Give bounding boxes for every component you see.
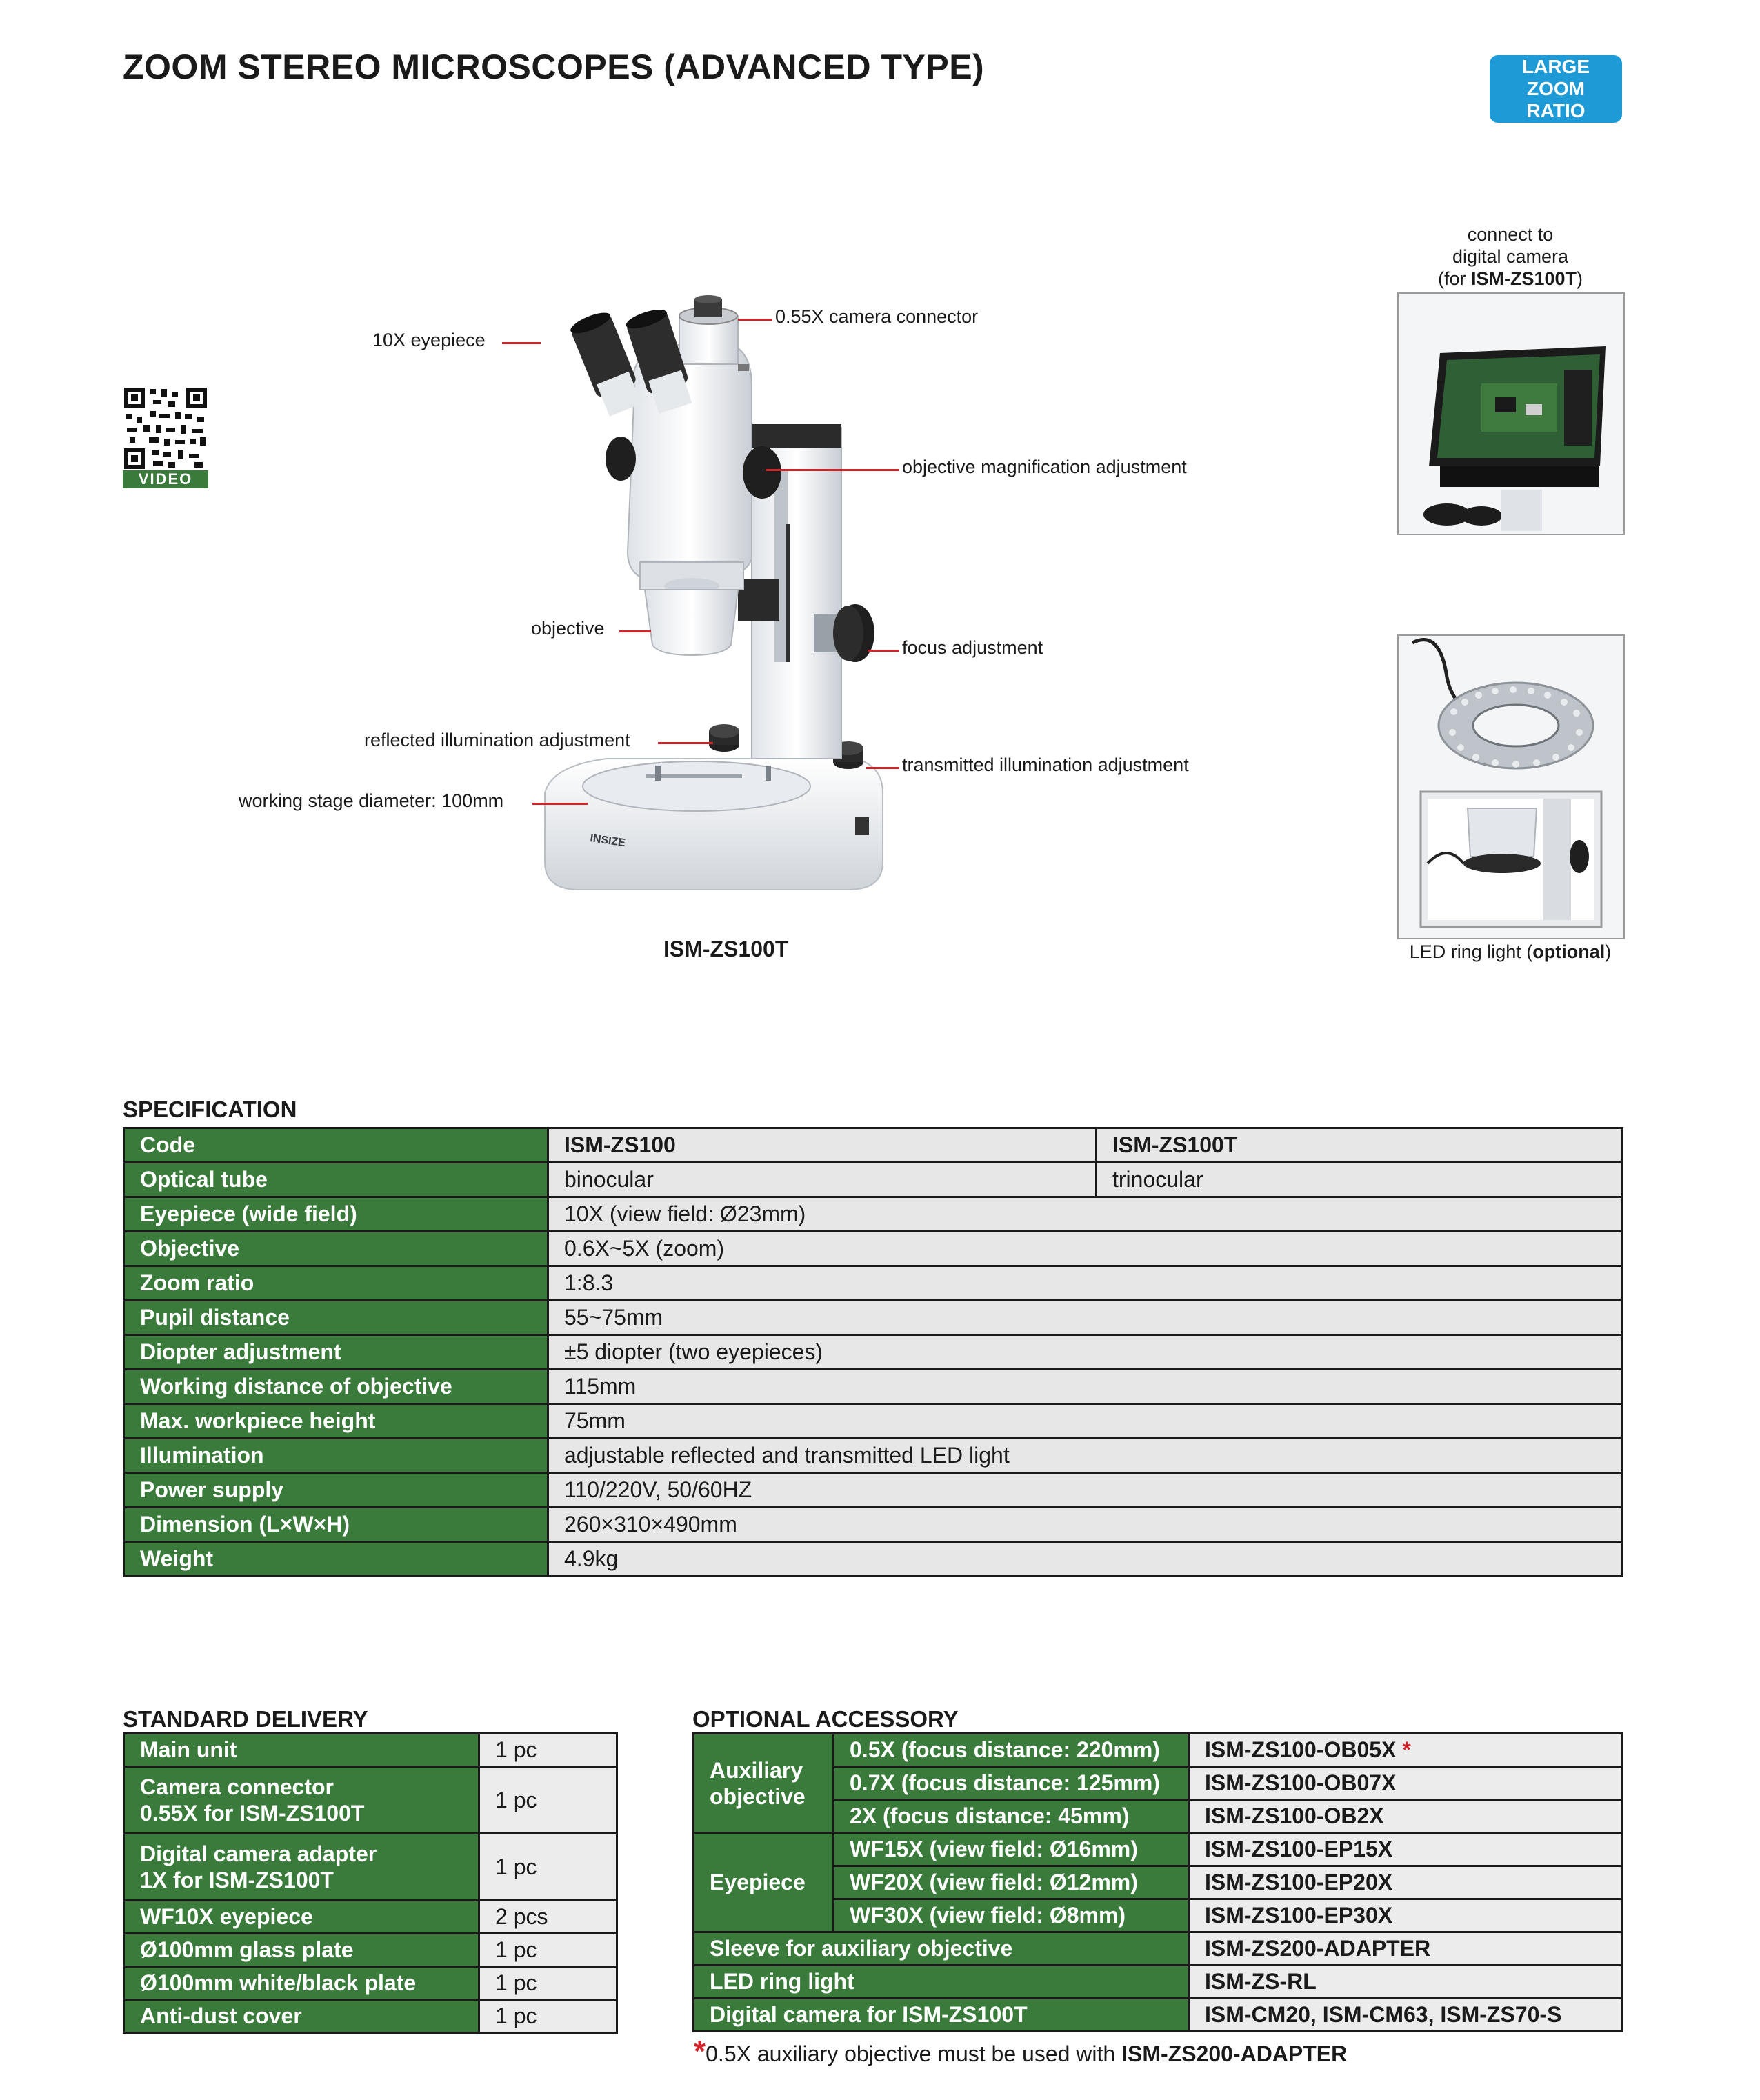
accessory-code: ISM-ZS100-EP15X xyxy=(1189,1833,1623,1866)
accessory-desc: 2X (focus distance: 45mm) xyxy=(834,1800,1189,1833)
accessory-group-auxiliary: Auxiliary objective xyxy=(694,1734,834,1833)
specification-heading: SPECIFICATION xyxy=(123,1097,297,1122)
callout-objective-magnification: objective magnification adjustment xyxy=(902,457,1187,477)
badge-text: LARGE ZOOM RATIO xyxy=(1522,56,1590,121)
accessory-code: ISM-ZS100-OB05X * xyxy=(1189,1734,1623,1767)
optional-accessory-table xyxy=(692,1732,1623,2032)
footnote: *0.5X auxiliary objective must be used with ISM-ZS200-ADAPTER xyxy=(694,2034,1348,2068)
accessory-code: ISM-ZS100-EP20X xyxy=(1189,1866,1623,1899)
accessory-group-eyepiece: Eyepiece xyxy=(694,1833,834,1932)
table-row xyxy=(694,1767,1623,1800)
accessory-code: ISM-ZS200-ADAPTER xyxy=(1189,1932,1623,1966)
delivery-item: Main unit xyxy=(124,1734,479,1767)
table-row xyxy=(124,1473,1623,1508)
table-row xyxy=(124,1767,617,1834)
camera-note xyxy=(1400,223,1621,290)
delivery-qty: 1 pc xyxy=(479,1834,617,1901)
table-row xyxy=(694,1866,1623,1899)
delivery-item: Camera connector 0.55X for ISM-ZS100T xyxy=(124,1767,479,1834)
accessory-code: ISM-ZS100-OB2X xyxy=(1189,1800,1623,1833)
table-row xyxy=(124,1404,1623,1439)
accessory-code: ISM-ZS-RL xyxy=(1189,1966,1623,1999)
table-row xyxy=(124,1734,617,1767)
delivery-item: WF10X eyepiece xyxy=(124,1901,479,1934)
table-row xyxy=(124,1934,617,1967)
table-row xyxy=(124,1197,1623,1232)
microscope-image xyxy=(524,290,910,897)
leader-eyepiece xyxy=(502,342,541,344)
qr-code-icon xyxy=(123,386,208,470)
led-ring-light-image xyxy=(1399,636,1623,938)
table-row xyxy=(694,1800,1623,1833)
table-row xyxy=(124,1967,617,2000)
accessory-code: ISM-ZS100-EP30X xyxy=(1189,1899,1623,1932)
table-row xyxy=(124,1901,617,1934)
spec-key: Working distance of objective xyxy=(124,1370,548,1404)
accessory-desc: 0.7X (focus distance: 125mm) xyxy=(834,1767,1189,1800)
leader-objective xyxy=(619,630,651,632)
callout-eyepiece: 10X eyepiece xyxy=(372,330,486,350)
accessory-desc: LED ring light xyxy=(694,1966,1189,1999)
spec-key: Eyepiece (wide field) xyxy=(124,1197,548,1232)
spec-key: Max. workpiece height xyxy=(124,1404,548,1439)
camera-note-line3: (for ISM-ZS100T) xyxy=(1437,268,1583,289)
delivery-qty: 2 pcs xyxy=(479,1901,617,1934)
camera-monitor-image xyxy=(1399,294,1623,534)
spec-key: Pupil distance xyxy=(124,1301,548,1335)
spec-optical-a: binocular xyxy=(548,1163,1097,1197)
spec-value: 55~75mm xyxy=(548,1301,1623,1335)
spec-value: adjustable reflected and transmitted LED light xyxy=(548,1439,1623,1473)
leader-stage xyxy=(532,803,588,805)
table-row xyxy=(694,1734,1623,1767)
callout-objective: objective xyxy=(531,618,605,639)
table-row xyxy=(694,1966,1623,1999)
spec-key: Illumination xyxy=(124,1439,548,1473)
optional-accessory-heading: OPTIONAL ACCESSORY xyxy=(692,1706,959,1732)
table-row xyxy=(694,1932,1623,1966)
camera-note-line2: digital camera xyxy=(1452,246,1569,267)
callout-reflected: reflected illumination adjustment xyxy=(364,730,630,750)
accessory-desc: 0.5X (focus distance: 220mm) xyxy=(834,1734,1189,1767)
delivery-qty: 1 pc xyxy=(479,1967,617,2000)
leader-reflected xyxy=(658,742,713,744)
table-row xyxy=(124,1508,1623,1542)
spec-key: Optical tube xyxy=(124,1163,548,1197)
table-row xyxy=(124,2000,617,2033)
spec-value: 260×310×490mm xyxy=(548,1508,1623,1542)
callout-camera-connector: 0.55X camera connector xyxy=(775,306,979,327)
accessory-code: ISM-CM20, ISM-CM63, ISM-ZS70-S xyxy=(1189,1999,1623,2032)
table-row xyxy=(694,1899,1623,1932)
led-ring-image-box xyxy=(1397,634,1625,939)
delivery-item: Digital camera adapter 1X for ISM-ZS100T xyxy=(124,1834,479,1901)
table-row xyxy=(124,1163,1623,1197)
standard-delivery-table xyxy=(123,1732,618,2034)
spec-value: 1:8.3 xyxy=(548,1266,1623,1301)
page-title: ZOOM STEREO MICROSCOPES (ADVANCED TYPE) xyxy=(123,48,985,86)
specification-table xyxy=(123,1127,1623,1577)
spec-value: 75mm xyxy=(548,1404,1623,1439)
table-row xyxy=(694,1833,1623,1866)
spec-value: 115mm xyxy=(548,1370,1623,1404)
delivery-item: Ø100mm glass plate xyxy=(124,1934,479,1967)
delivery-qty: 1 pc xyxy=(479,1734,617,1767)
spec-key: Code xyxy=(124,1128,548,1163)
table-row xyxy=(124,1439,1623,1473)
leader-transmitted xyxy=(866,767,899,769)
accessory-desc: WF30X (view field: Ø8mm) xyxy=(834,1899,1189,1932)
table-row xyxy=(124,1266,1623,1301)
spec-key: Power supply xyxy=(124,1473,548,1508)
spec-code-b: ISM-ZS100T xyxy=(1097,1128,1623,1163)
accessory-desc: WF15X (view field: Ø16mm) xyxy=(834,1833,1189,1866)
table-row xyxy=(124,1335,1623,1370)
spec-value: 4.9kg xyxy=(548,1542,1623,1577)
leader-focus xyxy=(868,650,899,652)
accessory-code: ISM-ZS100-OB07X xyxy=(1189,1767,1623,1800)
delivery-item: Anti-dust cover xyxy=(124,2000,479,2033)
camera-image-box xyxy=(1397,292,1625,535)
camera-note-line1: connect to xyxy=(1467,224,1554,245)
accessory-desc: WF20X (view field: Ø12mm) xyxy=(834,1866,1189,1899)
table-row xyxy=(694,1999,1623,2032)
leader-camera-connector xyxy=(738,319,772,321)
accessory-desc: Digital camera for ISM-ZS100T xyxy=(694,1999,1189,2032)
spec-value: 110/220V, 50/60HZ xyxy=(548,1473,1623,1508)
large-zoom-badge xyxy=(1490,55,1622,123)
table-row xyxy=(124,1370,1623,1404)
asterisk-icon: * xyxy=(1402,1737,1411,1762)
standard-delivery-heading: STANDARD DELIVERY xyxy=(123,1706,368,1732)
delivery-qty: 1 pc xyxy=(479,1934,617,1967)
delivery-qty: 1 pc xyxy=(479,2000,617,2033)
callout-focus: focus adjustment xyxy=(902,637,1043,658)
callout-transmitted: transmitted illumination adjustment xyxy=(902,754,1189,775)
brand-mark: INSIZE xyxy=(589,832,626,850)
spec-key: Dimension (L×W×H) xyxy=(124,1508,548,1542)
leader-objective-magnification xyxy=(766,469,899,471)
spec-optical-b: trinocular xyxy=(1097,1163,1623,1197)
model-label: ISM-ZS100T xyxy=(663,937,789,961)
spec-code-a: ISM-ZS100 xyxy=(548,1128,1097,1163)
table-row xyxy=(124,1542,1623,1577)
table-row xyxy=(124,1128,1623,1163)
spec-key: Zoom ratio xyxy=(124,1266,548,1301)
callout-stage: working stage diameter: 100mm xyxy=(239,790,504,811)
video-label: VIDEO xyxy=(123,470,208,488)
table-row xyxy=(124,1232,1623,1266)
qr-code[interactable] xyxy=(123,386,208,488)
led-note: LED ring light (optional) xyxy=(1409,941,1612,962)
delivery-qty: 1 pc xyxy=(479,1767,617,1834)
spec-value: 0.6X~5X (zoom) xyxy=(548,1232,1623,1266)
spec-value: 10X (view field: Ø23mm) xyxy=(548,1197,1623,1232)
table-row xyxy=(124,1301,1623,1335)
delivery-item: Ø100mm white/black plate xyxy=(124,1967,479,2000)
spec-key: Diopter adjustment xyxy=(124,1335,548,1370)
spec-key: Objective xyxy=(124,1232,548,1266)
asterisk-icon: * xyxy=(694,2034,706,2068)
spec-key: Weight xyxy=(124,1542,548,1577)
table-row xyxy=(124,1834,617,1901)
accessory-desc: Sleeve for auxiliary objective xyxy=(694,1932,1189,1966)
spec-value: ±5 diopter (two eyepieces) xyxy=(548,1335,1623,1370)
